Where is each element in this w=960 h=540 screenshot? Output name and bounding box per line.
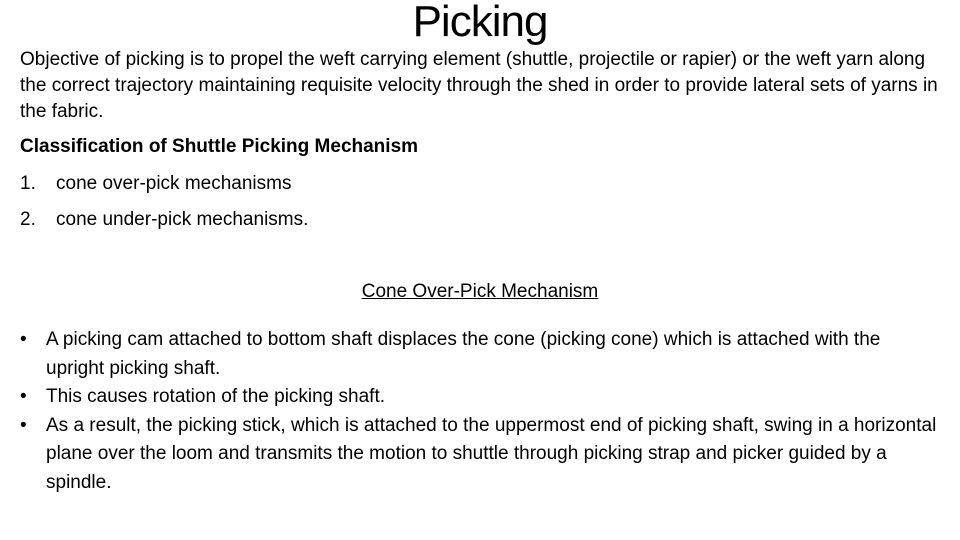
list-item-number: 1.: [20, 173, 36, 194]
bullet-icon: •: [20, 386, 27, 407]
list-item: [20, 207, 308, 233]
page-title: Picking: [412, 0, 548, 46]
list-item: [20, 383, 942, 412]
list-item-text: cone over-pick mechanisms: [56, 173, 292, 194]
list-item: [20, 171, 308, 197]
list-item-number: 2.: [20, 209, 36, 230]
bullet-text: As a result, the picking stick, which is attached to the uppermost end of picking shaft, swing in a horizontal plane over the loom and transmits the motion to shuttle through picking strap and picker guided by a spindle.: [46, 414, 937, 493]
bullet-icon: •: [20, 414, 27, 436]
list-item-text: cone under-pick mechanisms.: [56, 209, 309, 230]
classification-list: [20, 171, 308, 243]
bullet-list: [20, 326, 942, 497]
intro-paragraph: Objective of picking is to propel the weft carrying element (shuttle, projectile or rapier) or the weft yarn along the correct trajectory maintaining requisite velocity through the shed in order to provide lateral sets of yarns in the fabric.: [20, 49, 938, 122]
bullet-icon: •: [20, 329, 27, 350]
list-item: [20, 326, 942, 383]
bullet-text: A picking cam attached to bottom shaft displaces the cone (picking cone) which is attached with the upright picking shaft.: [46, 329, 881, 379]
bullet-text: This causes rotation of the picking shaft.: [46, 386, 386, 407]
classification-heading: Classification of Shuttle Picking Mechanism: [20, 136, 419, 157]
section-heading: Cone Over-Pick Mechanism: [361, 281, 599, 302]
list-item: [20, 412, 942, 498]
